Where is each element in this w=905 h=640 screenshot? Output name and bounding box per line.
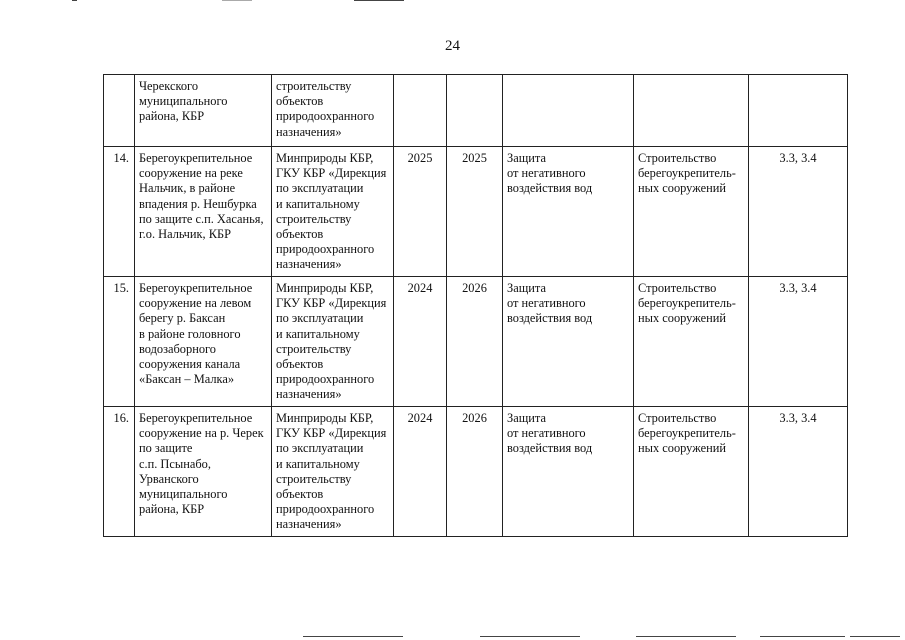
responsible-party: Минприроды КБР, ГКУ КБР «Дирекция по эксплуатации и капитальному строительству объектов природоохранного назначения» [272,407,394,537]
responsible-party: Минприроды КБР, ГКУ КБР «Дирекция по эксплуатации и капитальному строительству объектов природоохранного назначения» [272,277,394,407]
activity: Строительство берегоукрепитель- ных сооружений [634,277,749,407]
row-number: 15. [104,277,135,407]
scan-artifact-bottom-3 [636,636,736,637]
activity: Строительство берегоукрепитель- ных сооружений [634,147,749,277]
table-row [104,277,848,407]
end-year [447,75,503,147]
responsible-party: строительству объектов природоохранного назначения» [272,75,394,147]
purpose [503,75,634,147]
end-year: 2026 [447,277,503,407]
indicators: 3.3, 3.4 [749,277,848,407]
end-year: 2026 [447,407,503,537]
indicators: 3.3, 3.4 [749,147,848,277]
row-number: 16. [104,407,135,537]
activity [634,75,749,147]
activity: Строительство берегоукрепитель- ных сооружений [634,407,749,537]
scan-artifact-top-2 [222,0,252,1]
table-row [104,407,848,537]
start-year: 2025 [394,147,447,277]
purpose: Защита от негативного воздействия вод [503,277,634,407]
scan-artifact-top-3 [354,0,404,1]
purpose: Защита от негативного воздействия вод [503,147,634,277]
table-row [104,147,848,277]
scan-artifact-bottom-2 [480,636,580,637]
scan-artifact-bottom-5 [850,636,900,637]
start-year: 2024 [394,407,447,537]
start-year [394,75,447,147]
object-name: Берегоукрепительное сооружение на левом берегу р. Баксан в районе головного водозаборного сооружения канала «Баксан – Малка» [135,277,272,407]
purpose: Защита от негативного воздействия вод [503,407,634,537]
scan-artifact-bottom-1 [303,636,403,637]
indicators [749,75,848,147]
start-year: 2024 [394,277,447,407]
row-number: 14. [104,147,135,277]
indicators: 3.3, 3.4 [749,407,848,537]
table-row-continuation [104,75,848,147]
responsible-party: Минприроды КБР, ГКУ КБР «Дирекция по эксплуатации и капитальному строительству объектов природоохранного назначения» [272,147,394,277]
object-name: Берегоукрепительное сооружение на р. Черек по защите с.п. Псынабо, Урванского муниципального района, КБР [135,407,272,537]
object-name: Берегоукрепительное сооружение на реке Нальчик, в районе впадения р. Нешбурка по защите с.п. Хасанья, г.о. Нальчик, КБР [135,147,272,277]
page-number: 24 [445,38,460,54]
object-name: Черекского муниципального района, КБР [135,75,272,147]
measures-table [103,74,848,537]
row-number [104,75,135,147]
scan-artifact-bottom-4 [760,636,845,637]
end-year: 2025 [447,147,503,277]
scan-artifact-top-1 [72,0,77,1]
